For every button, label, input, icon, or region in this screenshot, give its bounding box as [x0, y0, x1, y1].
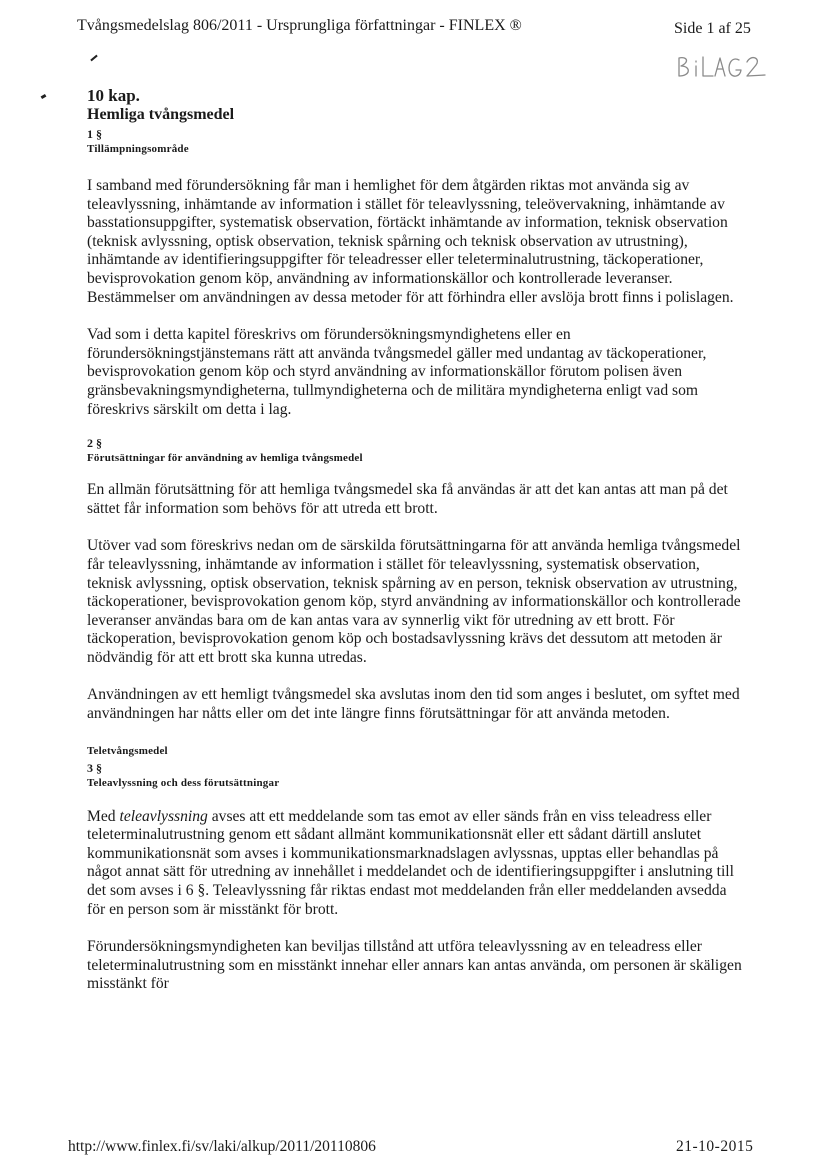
scan-mark	[90, 55, 97, 62]
document-header-title: Tvångsmedelslag 806/2011 - Ursprungliga författningar - FINLEX ®	[77, 17, 522, 34]
paragraph: I samband med förundersökning får man i hemlighet för dem åtgärden riktas mot använda sig av teleavlyssning, inhämtande av information i stället för teleavlyssning, teleövervakning, inhämtande av basstationsuppgifter, systematisk observation, förtäckt inhämtande av information, teknisk observation (teknisk avlyssning, optisk observation, teknisk spårning och teknisk observation av utrustning), inhämtande av identifieringsuppgifter för teleadresser eller teleterminalutrustning, täckoperationer, bevisprovokation genom köp, användning av informationskällor och kontrollerade leveranser. Bestämmelser om användningen av dessa metoder för att förhindra eller avslöja brott finns i polislagen.	[87, 177, 734, 306]
section-number: 2 §	[87, 436, 102, 451]
section-heading: Förutsättningar för användning av hemliga tvångsmedel	[87, 452, 363, 465]
page-indicator: Side 1 af 25	[674, 20, 751, 37]
document-body	[87, 86, 747, 994]
paragraph: Utöver vad som föreskrivs nedan om de särskilda förutsättningarna för att använda hemliga tvångsmedel får teleavlyssning, inhämtande av information i stället för teleavlyssning, systematisk observation, teknisk avlyssning, optisk observation, teknisk spårning av en person, teknisk observation av utrustning, täckoperationer, bevisprovokation genom köp, styrd användning av informationskällor och kontrollerade leveranser användas bara om de kan antas vara av synnerlig vikt för utredning av ett brott. För täckoperation, bevisprovokation genom köp och bostadsavlyssning krävs det dessutom att metoden är nödvändig för att ett brott ska kunna utredas.	[87, 537, 741, 666]
section-heading: Teleavlyssning och dess förutsättningar	[87, 776, 280, 789]
scan-mark	[41, 94, 47, 99]
paragraph	[87, 808, 747, 920]
paragraph: En allmän förutsättning för att hemliga tvångsmedel ska få användas är att det kan antas att man på det sättet får information som behövs för att utreda ett brott.	[87, 481, 728, 517]
section-number: 3 §	[87, 760, 102, 775]
section-heading: Tillämpningsområde	[87, 143, 189, 155]
paragraph-lead: Med	[87, 807, 120, 825]
footer-url: http://www.finlex.fi/sv/laki/alkup/2011/20110806	[68, 1138, 376, 1155]
paragraph: Förundersökningsmyndigheten kan beviljas tillstånd att utföra teleavlyssning av en teleadress eller teleterminalutrustning som en misstänkt innehar eller annars kan antas använda, om personen är skäligen misstänkt för	[87, 938, 742, 993]
section-number: 1 §	[87, 127, 102, 141]
paragraph: Vad som i detta kapitel föreskrivs om förundersökningsmyndighetens eller en förundersökningstjänstemans rätt att använda tvångsmedel gäller med undantag av täckoperationer, bevisprovokation genom köp och styrd användning av informationskällor förutom polisen även gränsbevakningsmyndigheterna, tullmyndigheterna och de militära myndigheterna enligt vad som föreskrivs särskilt om detta i lag.	[87, 326, 707, 418]
paragraph-rest: avses att ett meddelande som tas emot av eller sänds från en viss teleadress eller teleterminalutrustning genom ett sådant allmänt kommunikationsnät eller ett sådant därtill anslutet kommunikationsnät som avses i kommunikationsmarknadslagen avlyssnas, upptas eller behandlas på något annat sätt för utredning av innehållet i meddelandet och de identifieringsuppgifter i anslutning till det som avses i 6 §. Teleavlyssning får riktas endast mot meddelanden från eller meddelanden avsedda för en person som är misstänkt för brott.	[87, 807, 734, 918]
footer-date: 21-10-2015	[676, 1138, 754, 1155]
paragraph: Användningen av ett hemligt tvångsmedel ska avslutas inom den tid som anges i beslutet, om syftet med användningen har nåtts eller om det inte längre finns förutsättningar för att använda metoden.	[87, 686, 740, 723]
handwritten-annex-stamp	[673, 50, 773, 91]
chapter-number: 10 kap.	[87, 86, 140, 105]
chapter-title: Hemliga tvångsmedel	[87, 106, 235, 123]
defined-term: teleavlyssning	[119, 807, 208, 825]
subchapter-heading: Teletvångsmedel	[87, 744, 168, 757]
handwritten-stamp-icon	[673, 50, 773, 86]
